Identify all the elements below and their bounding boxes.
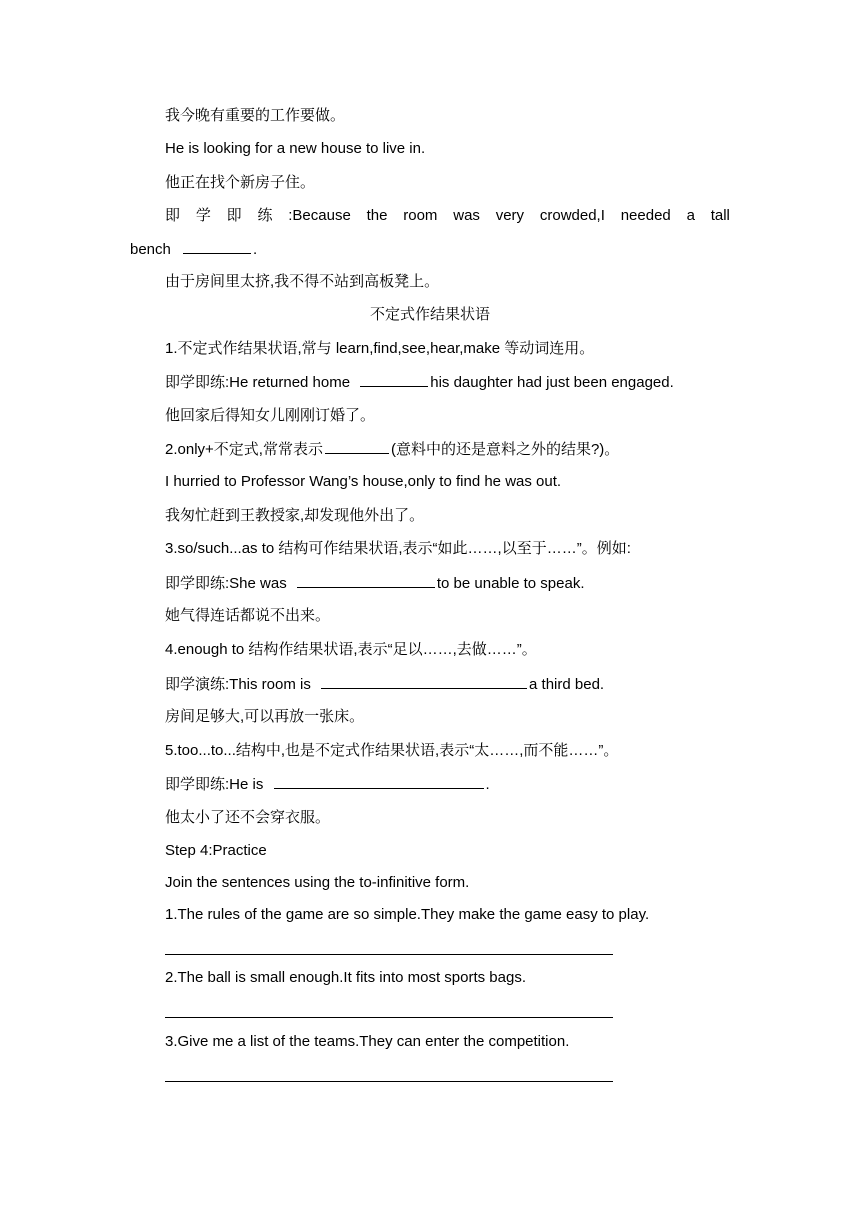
fill-blank[interactable] — [297, 573, 435, 588]
text-line: 由于房间里太挤,我不得不站到高板凳上。 — [165, 273, 440, 290]
answer-line-1[interactable] — [165, 954, 613, 955]
text-line: He is looking for a new house to live in. — [165, 140, 426, 157]
step-heading: Step 4:Practice — [165, 842, 267, 859]
word: a — [686, 207, 695, 224]
fill-blank[interactable] — [183, 239, 251, 254]
fill-blank[interactable] — [274, 774, 484, 789]
word: room — [403, 207, 438, 224]
word: needed — [620, 207, 671, 224]
text-span: 2.only+不定式,常常表示 — [165, 441, 323, 458]
instruction-line: Join the sentences using the to-infinitive form. — [165, 874, 470, 891]
text-line: 1.不定式作结果状语,常与 learn,find,see,hear,make 等动词连用。 — [165, 340, 595, 357]
text-line: 我今晚有重要的工作要做。 — [165, 107, 346, 124]
word: 学 — [195, 207, 211, 224]
text-span: bench — [130, 241, 171, 258]
word: 练 — [257, 207, 273, 224]
text-line: 5.too...to...结构中,也是不定式作结果状语,表示“太……,而不能……”。 — [165, 742, 619, 759]
question-2: 2.The ball is small enough.It fits into most sports bags. — [165, 969, 527, 986]
word: was — [453, 207, 480, 224]
text-line — [165, 439, 619, 460]
text-span: 即学即练:He returned home — [165, 374, 351, 391]
text-line: 4.enough to 结构作结果状语,表示“足以……,去做……”。 — [165, 641, 537, 658]
text-span: . — [485, 776, 490, 793]
text-span: to be unable to speak. — [436, 575, 585, 592]
fill-blank[interactable] — [360, 372, 428, 387]
text-line: 我匆忙赶到王教授家,却发现他外出了。 — [165, 507, 425, 524]
word: 即 — [165, 207, 181, 224]
word: the — [366, 207, 388, 224]
text-span: his daughter had just been engaged. — [430, 374, 674, 391]
text-line — [130, 239, 257, 260]
word: :Because — [288, 207, 351, 224]
answer-line-3[interactable] — [165, 1081, 613, 1082]
exercise-line — [165, 372, 674, 393]
text-line: 他太小了还不会穿衣服。 — [165, 809, 331, 826]
text-span: a third bed. — [529, 676, 605, 693]
text-span: (意料中的还是意料之外的结果?)。 — [390, 441, 620, 458]
word: tall — [710, 207, 730, 224]
exercise-line — [165, 774, 490, 795]
text-line: 他正在找个新房子住。 — [165, 174, 316, 191]
text-line: 她气得连话都说不出来。 — [165, 607, 331, 624]
exercise-line-justified — [165, 206, 730, 226]
text-span: . — [253, 241, 258, 258]
text-span: 即学即练:He is — [165, 776, 264, 793]
question-3: 3.Give me a list of the teams.They can enter the competition. — [165, 1033, 570, 1050]
exercise-line — [165, 674, 604, 695]
text-line: 他回家后得知女儿刚刚订婚了。 — [165, 407, 376, 424]
text-span: 即学演练:This room is — [165, 676, 311, 693]
fill-blank[interactable] — [325, 439, 389, 454]
text-span: 即学即练:She was — [165, 575, 287, 592]
word: very — [495, 207, 525, 224]
text-line: I hurried to Professor Wang’s house,only to find he was out. — [165, 473, 562, 490]
word: crowded,I — [539, 207, 605, 224]
exercise-line — [165, 573, 585, 594]
text-line: 3.so/such...as to 结构可作结果状语,表示“如此……,以至于……”。例如: — [165, 540, 631, 557]
answer-line-2[interactable] — [165, 1017, 613, 1018]
section-heading: 不定式作结果状语 — [369, 306, 490, 323]
word: 即 — [226, 207, 242, 224]
text-line: 房间足够大,可以再放一张床。 — [165, 708, 365, 725]
question-1: 1.The rules of the game are so simple.They make the game easy to play. — [165, 906, 650, 923]
fill-blank[interactable] — [321, 674, 527, 689]
